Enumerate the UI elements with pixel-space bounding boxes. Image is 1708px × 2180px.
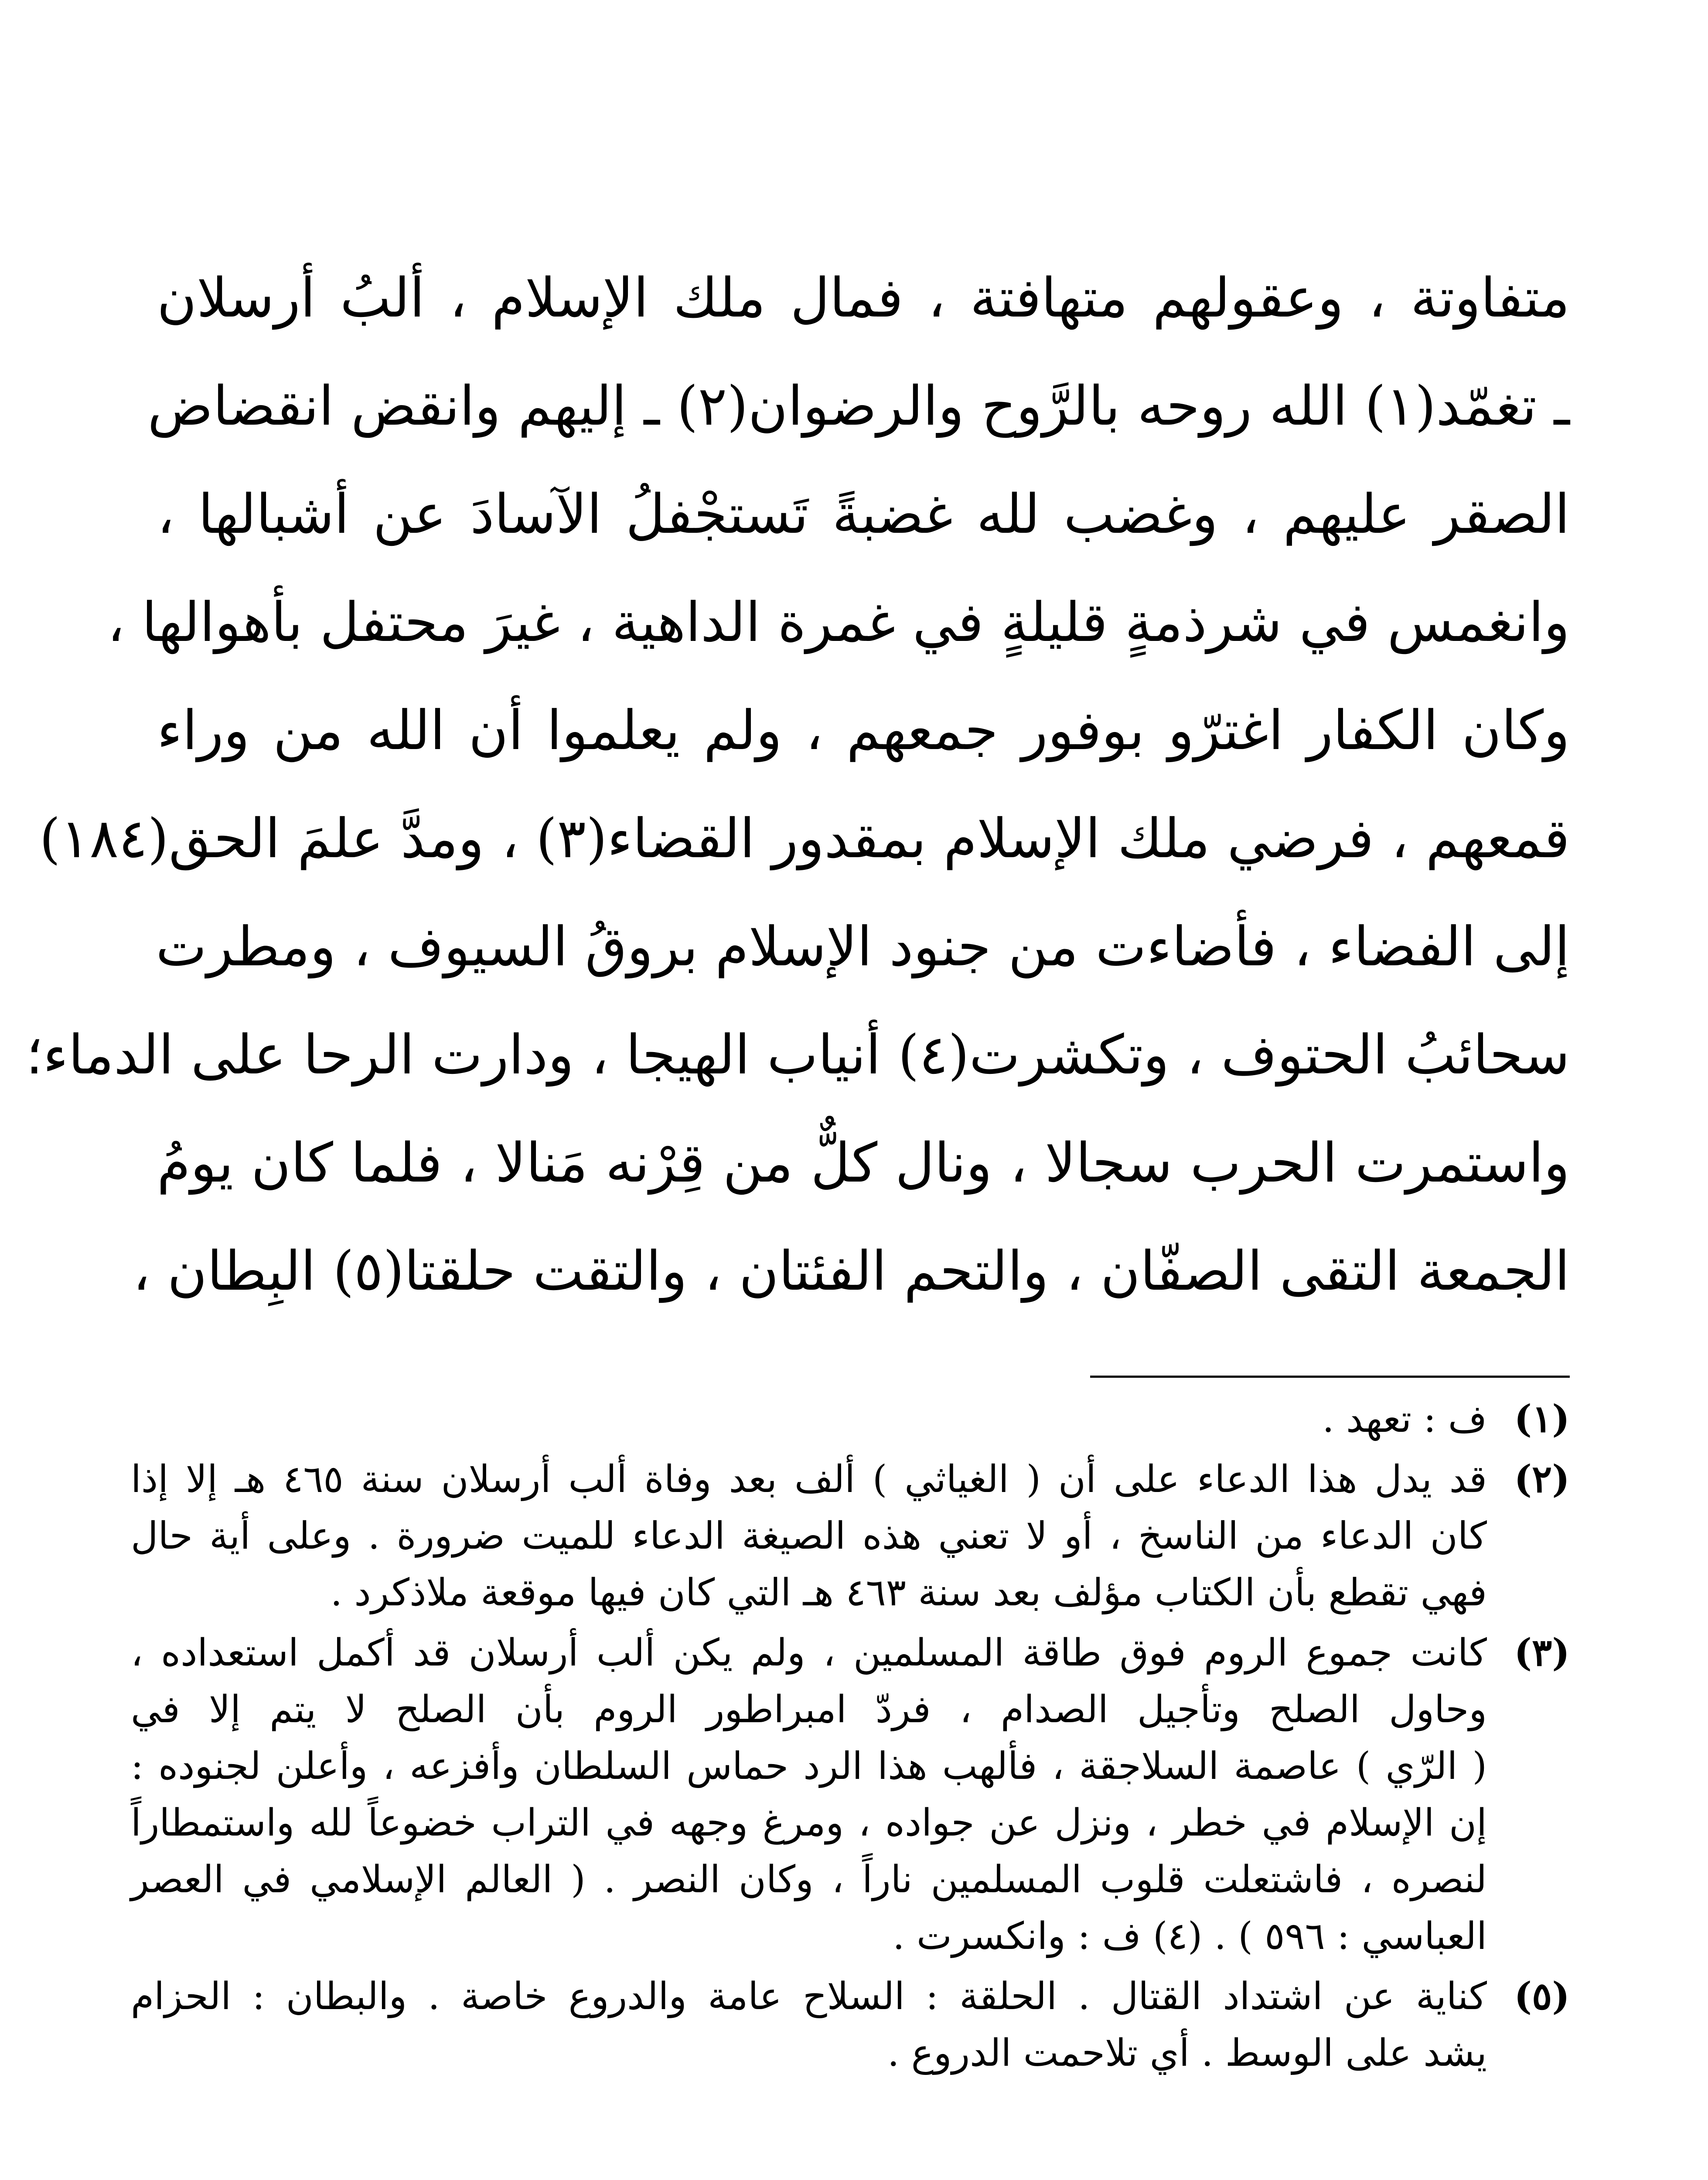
footnote-line: ( الرّي ) عاصمة السلاجقة ، فألهب هذا الرد حماس السلطان وأفزعه ، وأعلن لجنوده : bbox=[131, 1744, 1487, 1788]
footnote-2 bbox=[131, 1451, 1570, 1621]
footnote-5 bbox=[131, 1968, 1570, 2081]
footnote-line: لنصره ، فاشتعلت قلوب المسلمين ناراً ، وكان النصر . ( العالم الإسلامي في العصر bbox=[131, 1858, 1487, 1901]
footnote-separator bbox=[1090, 1376, 1570, 1378]
footnote-line: وحاول الصلح وتأجيل الصدام ، فردّ امبراطور الروم بأن الصلح لا يتم إلا في bbox=[131, 1688, 1487, 1731]
footnotes bbox=[131, 1391, 1570, 2085]
main-text bbox=[26, 244, 1570, 1325]
footnote-line: فهي تقطع بأن الكتاب مؤلف بعد سنة ٤٦٣ هـ التي كان فيها موقعة ملاذكرد . bbox=[330, 1571, 1487, 1615]
footnote-text bbox=[131, 1451, 1487, 1621]
footnote-1 bbox=[131, 1391, 1570, 1448]
text-line: الجمعة التقى الصفّان ، والتحم الفئتان ، والتقت حلقتا(٥) البِطان ، bbox=[133, 1240, 1570, 1303]
text-line: متفاوتة ، وعقولهم متهافتة ، فمال ملك الإسلام ، ألبُ أرسلان bbox=[157, 267, 1570, 330]
footnote-text bbox=[131, 1968, 1487, 2081]
text-line: سحائبُ الحتوف ، وتكشرت(٤) أنياب الهيجا ، ودارت الرحا على الدماء؛ bbox=[26, 1024, 1570, 1087]
text-line: قمعهم ، فرضي ملك الإسلام بمقدور القضاء(٣) ، ومدَّ علمَ الحق(١٨٤) bbox=[39, 807, 1570, 870]
footnote-number: (٥) bbox=[1514, 1974, 1570, 2018]
footnote-line: كانت جموع الروم فوق طاقة المسلمين ، ولم يكن ألب أرسلان قد أكمل استعداده ، bbox=[131, 1631, 1487, 1675]
footnote-line: إن الإسلام في خطر ، ونزل عن جواده ، ومرغ وجهه في التراب خضوعاً لله واستمطاراً bbox=[131, 1801, 1487, 1845]
footnote-number: (١) bbox=[1514, 1397, 1570, 1441]
footnote-line: كان الدعاء من الناسخ ، أو لا تعني هذه الصيغة الدعاء للميت ضرورة . وعلى أية حال bbox=[131, 1514, 1487, 1558]
text-line: واستمرت الحرب سجالا ، ونال كلٌّ من قِرْنه مَنالا ، فلما كان يومُ bbox=[157, 1132, 1570, 1195]
text-line: الصقر عليهم ، وغضب لله غضبةً تَستجْفلُ الآسادَ عن أشبالها ، bbox=[157, 483, 1570, 546]
text-line: وانغمس في شرذمةٍ قليلةٍ في غمرة الداهية ، غيرَ محتفل بأهوالها ، bbox=[107, 591, 1570, 654]
footnote-line: ف : تعهد . bbox=[1322, 1397, 1487, 1441]
footnote-number: (٢) bbox=[1514, 1457, 1570, 1501]
footnote-text bbox=[131, 1625, 1487, 1965]
footnote-line: يشد على الوسط . أي تلاحمت الدروع . bbox=[887, 2031, 1487, 2075]
text-line: وكان الكفار اغترّو بوفور جمعهم ، ولم يعلموا أن الله من وراء bbox=[157, 699, 1570, 762]
text-line: إلى الفضاء ، فأضاءت من جنود الإسلام بروقُ السيوف ، ومطرت bbox=[156, 916, 1570, 978]
footnote-3 bbox=[131, 1625, 1570, 1965]
footnote-line: العباسي : ٥٩٦ ) . (٤) ف : وانكسرت . bbox=[893, 1914, 1487, 1958]
footnote-line: كناية عن اشتداد القتال . الحلقة : السلاح عامة والدروع خاصة . والبطان : الحزام bbox=[131, 1975, 1487, 2018]
footnote-line: قد يدل هذا الدعاء على أن ( الغياثي ) ألف بعد وفاة ألب أرسلان سنة ٤٦٥ هـ إلا إذا bbox=[131, 1458, 1487, 1501]
footnote-number: (٣) bbox=[1514, 1631, 1570, 1675]
footnote-text bbox=[131, 1391, 1487, 1448]
text-line: ـ تغمّد(١) الله روحه بالرَّوح والرضوان(٢) ـ إليهم وانقض انقضاض bbox=[147, 375, 1570, 438]
